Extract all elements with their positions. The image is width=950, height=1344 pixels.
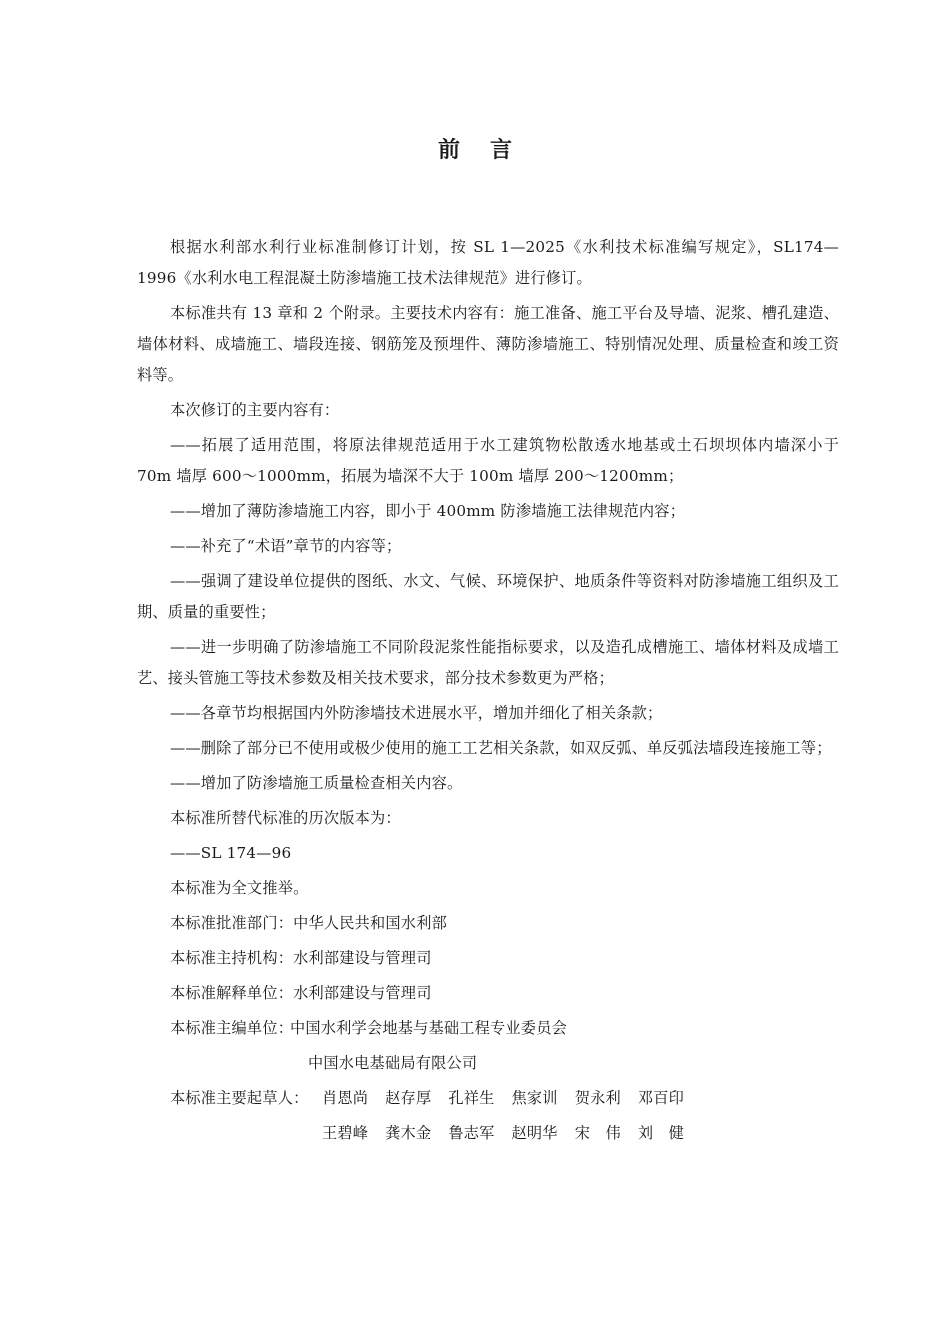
drafter-name: 鲁志军 [448,1124,495,1142]
drafters-row-2 [137,1118,839,1149]
chief-editor-row [137,1013,839,1044]
paragraph-replaced-versions: 本标准所替代标准的历次版本为： [170,809,401,827]
revision-item: ——拓展了适用范围，将原法律规范适用于水工建筑物松散透水地基或土石坝坝体内墙深小于 70m 墙厚 600～1000mm，拓展为墙深不大于 100m 墙厚 200～1200mm； [137,436,839,485]
revision-item: ——进一步明确了防渗墙施工不同阶段泥浆性能指标要求，以及造孔成槽施工、墙体材料及成墙工艺、接头管施工等技术参数及相关技术要求，部分技术参数更为严格； [137,638,839,687]
drafter-name: 肖恩尚 [322,1089,369,1107]
revision-item: ——增加了防渗墙施工质量检查相关内容。 [170,774,463,792]
drafters-names-row-1 [322,1083,701,1114]
revision-item: ——各章节均根据国内外防渗墙技术进展水平，增加并细化了相关条款； [170,704,663,722]
drafter-name: 王碧峰 [322,1124,369,1142]
title-char-1: 前 [437,138,460,163]
revision-item: ——删除了部分已不使用或极少使用的施工工艺相关条款，如双反弧、单反弧法墙段连接施工等； [170,739,832,757]
drafter-name: 龚木金 [385,1124,432,1142]
drafters-row [137,1083,839,1114]
title-char-2: 言 [490,138,513,163]
preface-body [137,232,839,1153]
chief-editor-unit-2: 中国水电基础局有限公司 [308,1054,478,1072]
drafter-name: 赵存厚 [385,1089,432,1107]
paragraph-recommendation: 本标准为全文推举。 [170,879,309,897]
chief-editor-label: 本标准主编单位： [170,1019,294,1037]
drafters-label: 本标准主要起草人： [170,1089,309,1107]
drafter-name: 刘 健 [637,1124,685,1142]
paragraph-interpretation-unit: 本标准解释单位：水利部建设与管理司 [170,984,432,1002]
drafter-name: 焦家训 [511,1089,558,1107]
drafter-name: 赵明华 [511,1124,558,1142]
chief-editor-unit-1: 中国水利学会地基与基础工程专业委员会 [290,1019,567,1037]
paragraph-revision-intro: 本次修订的主要内容有： [170,401,340,419]
drafter-name: 邓百印 [637,1089,685,1107]
chief-editor-row-2 [137,1048,839,1079]
paragraph-approval-dept: 本标准批准部门：中华人民共和国水利部 [170,914,447,932]
paragraph-content-summary: 本标准共有 13 章和 2 个附录。主要技术内容有：施工准备、施工平台及导墙、泥浆、槽孔建造、墙体材料、成墙施工、墙段连接、钢筋笼及预埋件、薄防渗墙施工、特别情况处理、质量检查和竣工资料等。 [137,304,839,384]
page-title [0,136,950,166]
drafter-name: 孔祥生 [448,1089,495,1107]
drafter-name: 贺永利 [574,1089,621,1107]
paragraph-basis: 根据水利部水利行业标准制修订计划，按 SL 1—2025《水利技术标准编写规定》，SL174—1996《水利水电工程混凝土防渗墙施工技术法律规范》进行修订。 [137,238,839,287]
paragraph-host-agency: 本标准主持机构：水利部建设与管理司 [170,949,432,967]
revision-item: ——补充了“术语”章节的内容等； [170,537,402,555]
revision-item: ——增加了薄防渗墙施工内容，即小于 400mm 防渗墙施工法律规范内容； [170,502,686,520]
replaced-version-item: ——SL 174—96 [170,844,292,862]
drafters-names-row-2 [322,1118,701,1149]
drafter-name: 宋 伟 [574,1124,621,1142]
revision-item: ——强调了建设单位提供的图纸、水文、气候、环境保护、地质条件等资料对防渗墙施工组织及工期、质量的重要性； [137,572,839,621]
